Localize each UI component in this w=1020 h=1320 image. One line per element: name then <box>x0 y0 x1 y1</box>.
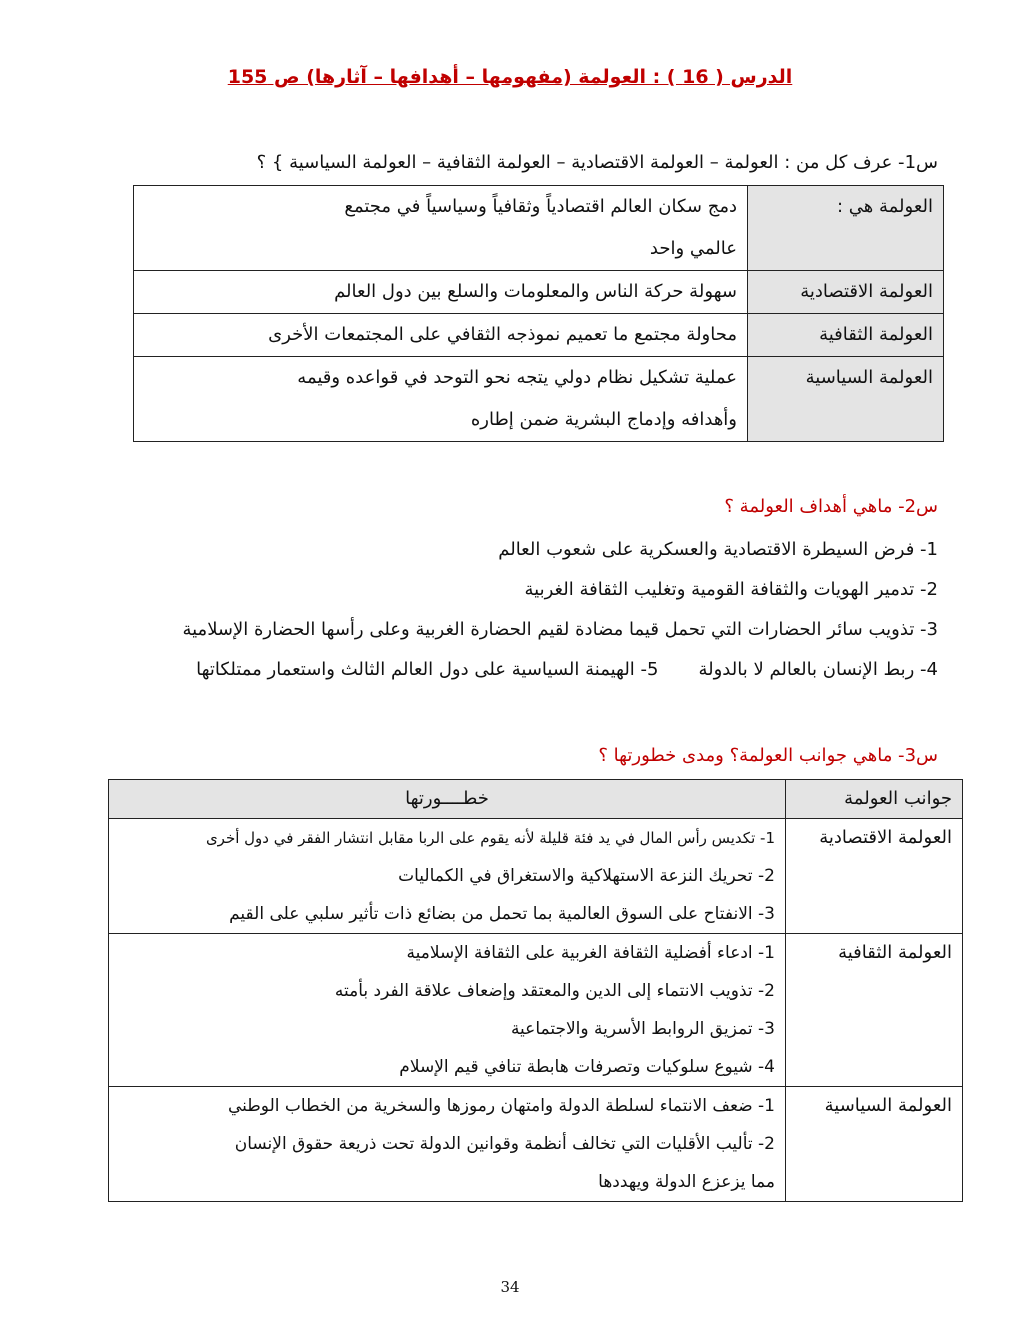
danger-cell <box>109 1087 786 1202</box>
list-item: 2- تدمير الهويات والثقافة القومية وتغليب الثقافة الغربية <box>524 579 938 600</box>
list-item: 3- تذويب سائر الحضارات التي تحمل قيما مضادة لقيم الحضارة الغربية وعلى رأسها الحضارة الإسلامية <box>182 619 938 640</box>
definition-cell <box>134 357 748 442</box>
definition-line: عملية تشكيل نظام دولي يتجه نحو التوحد في قواعده وقيمه <box>297 367 737 388</box>
definition-cell <box>134 186 748 271</box>
danger-item: 1- ادعاء أفضلية الثقافة الغربية على الثقافة الإسلامية <box>406 943 775 963</box>
definition-line: عالمي واحد <box>649 238 737 259</box>
lesson-title: الدرس ( 16 ) : العولمة (مفهومها – أهدافها – آثارها) ص 155 <box>227 66 793 88</box>
danger-item: مما يزعزع الدولة ويهددها <box>598 1172 775 1192</box>
table-row <box>134 357 944 442</box>
danger-cell <box>109 819 786 934</box>
term-cell: العولمة الثقافية <box>748 314 944 357</box>
danger-item: 2- تأليب الأقليات التي تخالف أنظمة وقوانين الدولة تحت ذريعة حقوق الإنسان <box>234 1134 775 1154</box>
definition-cell <box>134 314 748 357</box>
definition-cell <box>134 271 748 314</box>
header-aspect: جوانب العولمة <box>786 780 963 819</box>
danger-item: 4- شيوع سلوكيات وتصرفات هابطة تنافي قيم الإسلام <box>399 1057 775 1077</box>
danger-item: 2- تحريك النزعة الاستهلاكية والاستغراق في الكماليات <box>398 866 775 886</box>
definitions-table <box>133 185 944 442</box>
aspect-cell: العولمة السياسية <box>786 1087 963 1202</box>
danger-cell <box>109 934 786 1087</box>
aspects-table <box>108 779 963 1202</box>
table-row <box>134 186 944 271</box>
danger-item: 3- الانفتاح على السوق العالمية بما تحمل من بضائع ذات تأثير سلبي على القيم <box>229 904 775 924</box>
aspect-cell: العولمة الاقتصادية <box>786 819 963 934</box>
header-danger: خطــــورتها <box>109 780 786 819</box>
danger-item: 3- تمزيق الروابط الأسرية والاجتماعية <box>510 1019 775 1039</box>
danger-item: 1- تكديس رأس المال في يد فئة قليلة لأنه يقوم على الربا مقابل انتشار الفقر في دول أخرى <box>205 829 775 847</box>
question-2: س2- ماهي أهداف العولمة ؟ <box>724 496 938 517</box>
table-row <box>109 934 963 1087</box>
table-row <box>134 271 944 314</box>
danger-item: 1- ضعف الانتماء لسلطة الدولة وامتهان رموزها والسخرية من الخطاب الوطني <box>227 1096 775 1116</box>
term-cell: العولمة هي : <box>748 186 944 271</box>
definition-line: محاولة مجتمع ما تعميم نموذجه الثقافي على المجتمعات الأخرى <box>268 324 737 345</box>
table-header-row <box>109 780 963 819</box>
definition-line: وأهدافه وإدماج البشرية ضمن إطاره <box>470 409 737 430</box>
goal-5: 5- الهيمنة السياسية على دول العالم الثالث واستعمار ممتلكاتها <box>196 659 659 680</box>
page-number: 34 <box>500 1278 520 1296</box>
table-row <box>109 1087 963 1202</box>
goal-4: 4- ربط الإنسان بالعالم لا بالدولة <box>698 659 938 680</box>
definition-line: سهولة حركة الناس والمعلومات والسلع بين دول العالم <box>334 281 737 302</box>
term-cell: العولمة الاقتصادية <box>748 271 944 314</box>
table-row <box>134 314 944 357</box>
definition-line: دمج سكان العالم اقتصادياً وثقافياً وسياسياً في مجتمع <box>344 196 737 217</box>
question-3: س3- ماهي جوانب العولمة؟ ومدى خطورتها ؟ <box>598 745 938 766</box>
question-1: س1- عرف كل من : العولمة – العولمة الاقتصادية – العولمة الثقافية – العولمة السياسية } ؟ <box>256 152 938 173</box>
danger-item: 2- تذويب الانتماء إلى الدين والمعتقد وإضعاف علاقة الفرد بأمته <box>334 981 775 1001</box>
list-item <box>182 650 938 690</box>
goals-list <box>182 530 938 690</box>
term-cell: العولمة السياسية <box>748 357 944 442</box>
aspect-cell: العولمة الثقافية <box>786 934 963 1087</box>
table-row <box>109 819 963 934</box>
list-item: 1- فرض السيطرة الاقتصادية والعسكرية على شعوب العالم <box>498 539 938 560</box>
